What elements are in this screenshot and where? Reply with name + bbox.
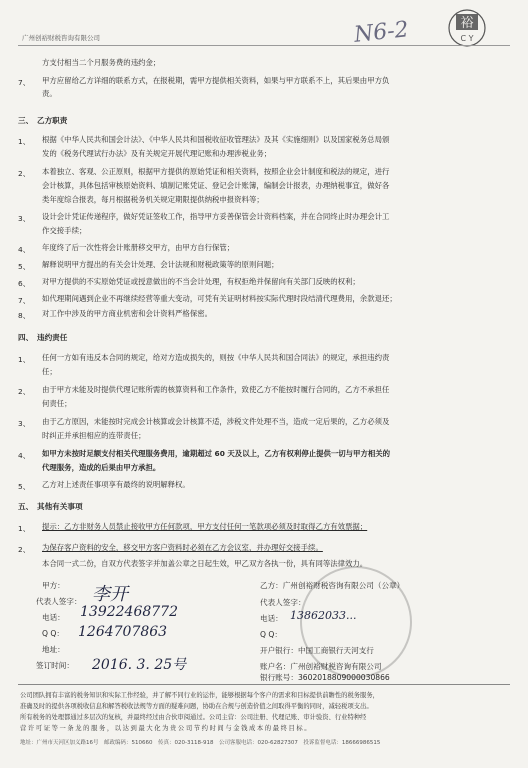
party-b-qq-label: Q Q： bbox=[260, 630, 282, 639]
text-line: 任何一方如有违反本合同的规定，给对方造成损失的，则按《中华人民共和国合同法》的规定，承担违约责 bbox=[42, 353, 390, 362]
item-number: 8、 bbox=[18, 311, 31, 320]
text-line: 如甲方未按时足额支付相关代理服务费用，逾期超过 60 天及以上，乙方有权利停止提供一切与甲方相关的 bbox=[42, 449, 391, 458]
text-line: 发的《税务代理试行办法》及有关规定开展代理记账和办理涉税业务； bbox=[42, 149, 272, 158]
item-number: 2、 bbox=[18, 169, 31, 178]
text-line: 甲方应留给乙方详细的联系方式，在报税期，需甲方提供相关资料，如果与甲方联系不上，其后果由甲方负 bbox=[42, 76, 390, 85]
party-b-bank-label: 开户银行： bbox=[260, 646, 298, 655]
text-line: 方支付相当二个月服务费的违约金； bbox=[42, 58, 161, 67]
party-a-address-label: 地址： bbox=[42, 645, 65, 654]
text-line: 年度终了后一次性将会计账册移交甲方，由甲方自行保管； bbox=[42, 243, 235, 252]
party-a-signature: 李开 bbox=[92, 584, 128, 605]
party-b-phone-handwritten: 13862033... bbox=[290, 609, 357, 622]
company-logo bbox=[436, 8, 498, 48]
item-number: 1、 bbox=[18, 137, 31, 146]
party-a-qq-handwritten: 1264707863 bbox=[78, 624, 168, 640]
party-a-date-label: 签订时间： bbox=[36, 661, 74, 670]
item-number: 3、 bbox=[18, 214, 31, 223]
text-line: 由于甲方未能及时提供代理记账所需的核算资料和工作条件，致使乙方不能按时履行合同的，乙方不承担任 bbox=[42, 385, 390, 394]
header-rule bbox=[18, 45, 510, 46]
text-line: 本着独立、客观、公正原则，根据甲方提供的原始凭证和相关资料，按照企业会计制度和税法的规定，进行 bbox=[42, 167, 390, 176]
party-b-label: 乙方：广州创裕财税咨询有限公司（公章） bbox=[260, 581, 405, 590]
header-company-name: 广州创裕财税咨询有限公司 bbox=[22, 34, 100, 42]
footer-text: 公司团队拥有丰富的税务知识和实际工作经验，并了解不同行业的运作，能够根据每个客户的需求和目标提供前瞻性的税务服务， bbox=[20, 692, 379, 699]
footer-text: 所有税务的处理都通过多层次的复核，并最终经过由合伙审阅通过。公司主营：公司注册、代理记账、审计验资、行业特种经 bbox=[20, 714, 367, 721]
party-b-rep-label: 代表人签字： bbox=[260, 598, 306, 607]
party-a-label: 甲方： bbox=[42, 581, 65, 590]
item-number: 2、 bbox=[18, 545, 31, 554]
item-number: 2、 bbox=[18, 387, 31, 396]
text-line: 提示：乙方非财务人员禁止接收甲方任何款项，甲方支付任何一笔款项必须及时取得乙方有效票据； bbox=[42, 522, 368, 531]
item-number: 4、 bbox=[18, 245, 31, 254]
party-b-card-value: 3602018809000030866 bbox=[297, 673, 390, 682]
item-number: 1、 bbox=[18, 355, 31, 364]
section-heading: 五、 其他有关事项 bbox=[18, 502, 83, 511]
text-line: 时纠正并承担相应的连带责任； bbox=[42, 431, 146, 440]
item-number: 3、 bbox=[18, 419, 31, 428]
party-a-qq-label: Q Q： bbox=[42, 629, 64, 638]
party-a-phone-label: 电话： bbox=[42, 613, 65, 622]
section-heading: 四、 违约责任 bbox=[18, 333, 68, 342]
text-line: 由于乙方原因，未能按时完成会计核算或会计核算不适，涉税文件处理不当，造成一定后果的，乙方必须及 bbox=[42, 417, 390, 426]
item-number: 5、 bbox=[18, 482, 31, 491]
text-line: 作交接手续； bbox=[42, 226, 87, 235]
text-line: 会计核算，具体包括审核原始资料、填制记账凭证、登记会计账簿，编制会计报表，办理纳税事宜，做好各 bbox=[42, 181, 390, 190]
text-line: 代理服务，造成的后果由甲方承担。 bbox=[42, 463, 161, 472]
svg-text:裕: 裕 bbox=[460, 16, 474, 31]
party-b-account-value: 广州创裕财税咨询有限公司 bbox=[290, 662, 382, 671]
text-line: 对工作中涉及的甲方商业机密和会计资料严格保密。 bbox=[42, 309, 212, 318]
footer-text: 准确及时的提供各项税收信息和解答税收法规等方面的疑难问题，协助在合规与创造价值之间取得平衡的同时，减轻税项支出。 bbox=[20, 703, 373, 710]
text-line: 根据《中华人民共和国会计法》、《中华人民共和国税收征收管理法》及其《实施细则》以及国家税务总局颁 bbox=[42, 135, 390, 144]
text-line: 责。 bbox=[42, 89, 57, 98]
item-number: 1、 bbox=[18, 524, 31, 533]
party-b-card-label: 银行账号： bbox=[260, 673, 298, 682]
party-b-bank-row bbox=[260, 645, 374, 656]
text-line: 何责任； bbox=[42, 399, 72, 408]
text-line: 乙方对上述责任事项享有最终的说明解释权。 bbox=[42, 480, 190, 489]
text-line: 任； bbox=[42, 367, 57, 376]
party-b-bank-value: 中国工商银行天河支行 bbox=[297, 646, 374, 655]
party-b-account-row bbox=[260, 661, 382, 672]
text-line: 如代理期间遇到企业不再继续经营等重大变动，可凭有关证明材料按实际代理时段结清代理费用，余款退还； bbox=[42, 294, 397, 303]
item-number: 4、 bbox=[18, 451, 31, 460]
item-number: 6、 bbox=[18, 279, 31, 288]
party-a-date-handwritten: 2016. 3. 25号 bbox=[92, 657, 187, 673]
party-b-phone-label: 电话： bbox=[260, 614, 283, 623]
item-number: 5、 bbox=[18, 262, 31, 271]
section-heading: 三、 乙方职责 bbox=[18, 116, 68, 125]
party-a-rep-label: 代表人签字： bbox=[36, 597, 82, 606]
text-line: 类年度综合报表，每月根据税务机关规定期限提供纳税申报资料等； bbox=[42, 195, 264, 204]
party-b-account-label: 账户名： bbox=[260, 662, 291, 671]
party-b-card-row bbox=[260, 672, 390, 683]
party-a-phone-handwritten: 13922468772 bbox=[80, 604, 178, 620]
handwritten-page-mark: N6-2 bbox=[352, 17, 410, 48]
item-number: 7、 bbox=[18, 78, 31, 87]
text-line: 本合同一式二份，自双方代表签字并加盖公章之日起生效，甲乙双方各执一份，具有同等法律效力。 bbox=[42, 559, 368, 568]
text-line: 对甲方提供的不实原始凭证或授意做出的不当会计处理，有权拒绝并保留向有关部门反映的权利； bbox=[42, 277, 360, 286]
item-number: 7、 bbox=[18, 296, 31, 305]
text-line: 解释说明甲方提出的有关会计处理、会计法规和财税政策等的原则问题； bbox=[42, 260, 279, 269]
text-line: 设计会计凭证传递程序，做好凭证签收工作，指导甲方妥善保管会计资料档案，并在合同终止时办理会计工 bbox=[42, 212, 390, 221]
footer-text: 营许可证等一条龙的服务，以达到最大化为贵公司节约时间与金钱成本的最终目标。 bbox=[20, 725, 313, 732]
footer-address: 地址：广州市天河区加义路16号 邮政编码：510660 传真：020-3118-918 公司客服电话：020-62827307 投诉监督电话：18666986515 bbox=[20, 740, 381, 746]
svg-text:C Y: C Y bbox=[460, 34, 474, 43]
text-line: 为保存客户资料的安全，移交甲方客户资料时必须在乙方会议室，并办理好交接手续。 bbox=[42, 543, 323, 552]
